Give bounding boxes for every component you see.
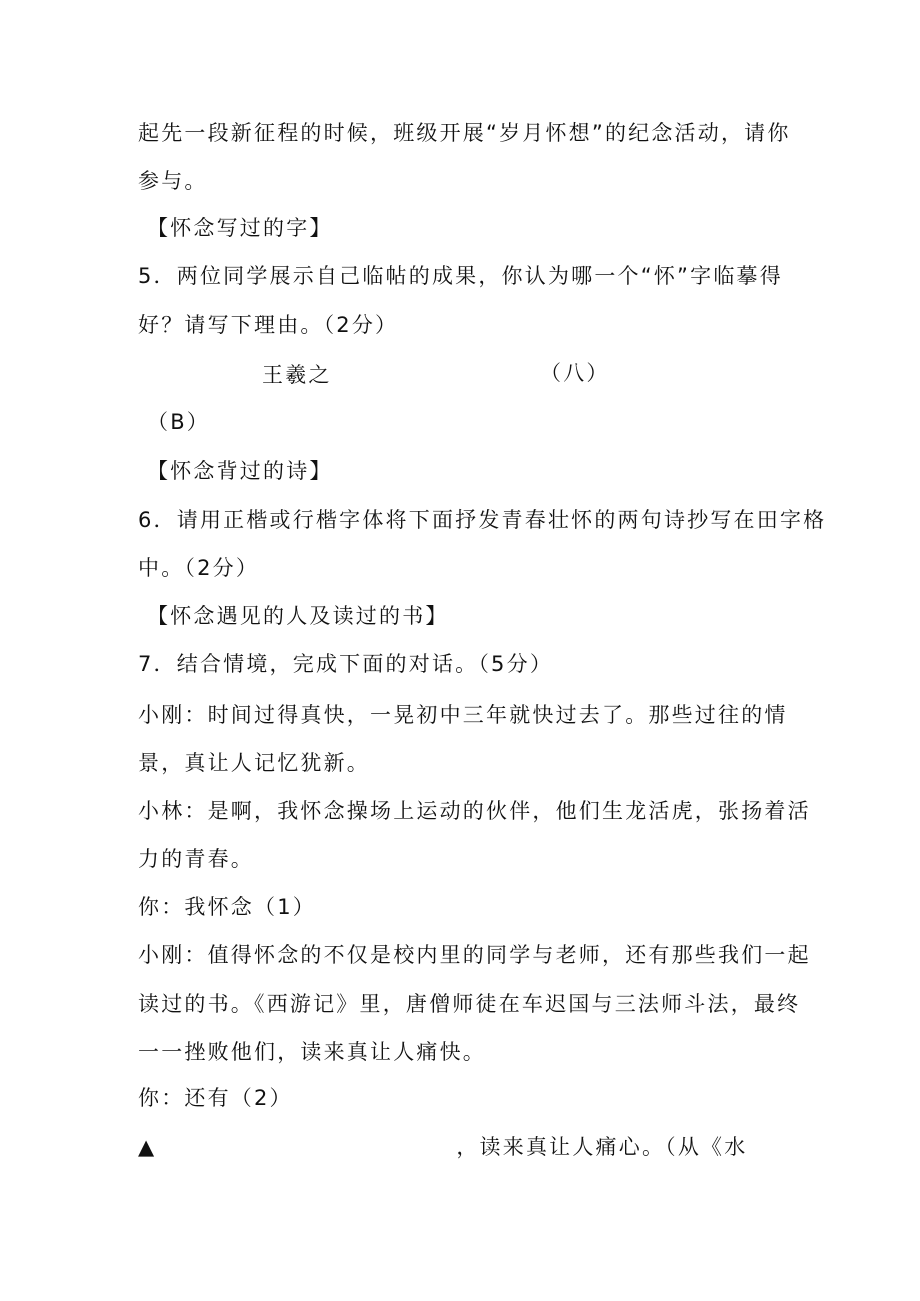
- section-heading-people-books: 【怀念遇见的人及读过的书】: [147, 604, 449, 628]
- section-heading-characters: 【怀念写过的字】: [147, 216, 333, 240]
- question-5-line-1: 5．两位同学展示自己临帖的成果，你认为哪一个“怀”字临摹得: [138, 264, 783, 288]
- calligraphy-label-wang-xizhi: 王羲之: [262, 363, 332, 387]
- question-6-line-2: 中。（2分）: [138, 556, 260, 580]
- dialogue-xiaolin-line-2: 力的青春。: [138, 847, 254, 871]
- calligraphy-label-b: （B）: [147, 410, 211, 434]
- calligraphy-label-a: （八）: [540, 361, 610, 385]
- answer-line-text: ，读来真让人痛心。（从《水: [456, 1135, 748, 1159]
- dialogue-xiaogang-1-line-2: 景，真让人记忆犹新。: [138, 751, 370, 775]
- dialogue-you-1: 你：我怀念（1）: [138, 895, 316, 919]
- dialogue-xiaogang-2-line-1: 小刚：值得怀念的不仅是校内里的同学与老师，还有那些我们一起: [138, 943, 811, 967]
- dialogue-xiaogang-2-line-3: 一一挫败他们，读来真让人痛快。: [138, 1040, 486, 1064]
- answer-marker: ▲: [138, 1135, 157, 1159]
- dialogue-xiaogang-1-line-1: 小刚：时间过得真快，一晃初中三年就快过去了。那些过往的情: [138, 703, 788, 727]
- intro-line-1: 起先一段新征程的时候，班级开展“岁月怀想”的纪念活动，请你: [138, 121, 791, 145]
- question-7-title: 7．结合情境，完成下面的对话。（5分）: [138, 652, 554, 676]
- question-6-line-1: 6．请用正楷或行楷字体将下面抒发青春壮怀的两句诗抄写在田字格: [138, 508, 827, 532]
- section-heading-poems: 【怀念背过的诗】: [147, 459, 333, 483]
- dialogue-xiaogang-2-line-2: 读过的书。《西游记》里，唐僧师徒在车迟国与三法师斗法，最终: [138, 992, 801, 1016]
- question-5-line-2: 好？请写下理由。（2分）: [138, 313, 399, 337]
- intro-line-2: 参与。: [138, 169, 208, 193]
- dialogue-you-2: 你：还有（2）: [138, 1086, 293, 1110]
- answer-line: [138, 1132, 747, 1162]
- dialogue-xiaolin-line-1: 小林：是啊，我怀念操场上运动的伙伴，他们生龙活虎，张扬着活: [138, 799, 811, 823]
